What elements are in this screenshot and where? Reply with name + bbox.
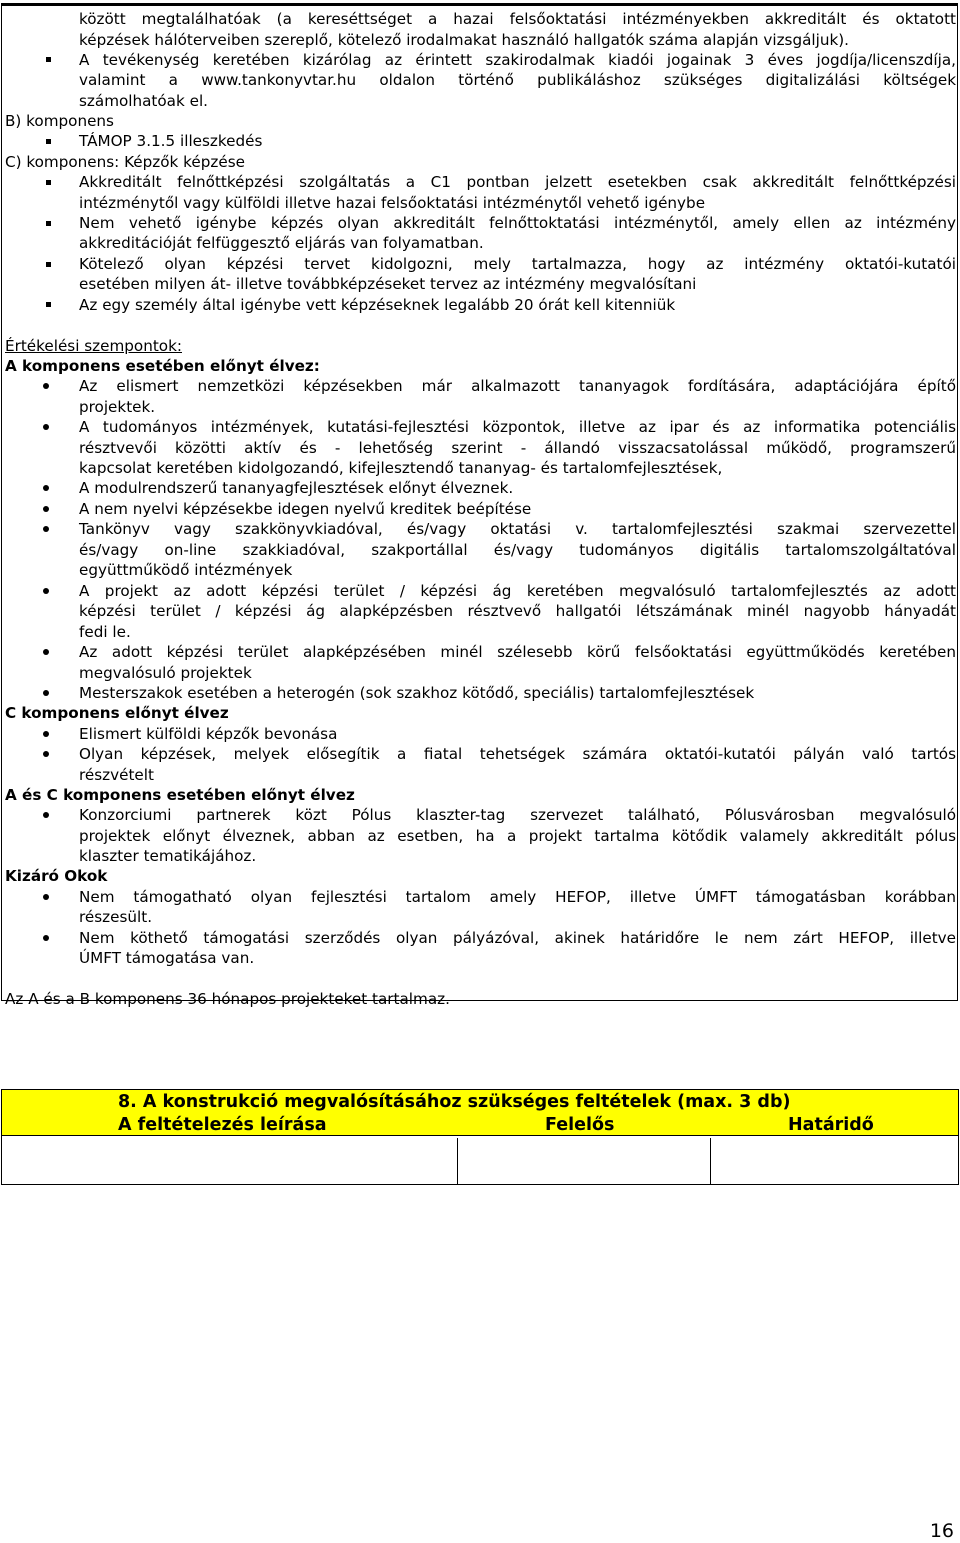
table-title: 8. A konstrukció megvalósításához szükséges feltételek (max. 3 db) (118, 1092, 791, 1112)
round-bullet-icon (43, 812, 49, 818)
page-number: 16 (929, 1520, 954, 1542)
text-line: B) komponens (5, 112, 114, 130)
square-bullet-icon (46, 180, 51, 185)
text-line: Az A és a B komponens 36 hónapos projekteket tartalmaz. (5, 990, 450, 1008)
text-line: projektek előnyt élveznek, abban az esetben, ha a projekt tartalma kötődik valamely akkreditált pólus (79, 827, 956, 845)
text-line: Az egy személy által igénybe vett képzéseknek legalább 20 órát kell kitenniük (79, 296, 676, 314)
text-line: képzések hálóterveiben szereplő, kötelező irodalmakat használó hallgatók száma alapján vizsgáljuk). (79, 31, 850, 49)
square-bullet-icon (46, 262, 51, 267)
text-line: megvalósuló projektek (79, 664, 252, 682)
text-line: kapcsolat keretében kidolgozandó, kifejlesztendő tananyag- és tartalomfejlesztések, (79, 459, 723, 477)
section-heading: A komponens esetében előnyt élvez: (5, 357, 320, 375)
round-bullet-icon (43, 383, 49, 389)
text-line: Az elismert nemzetközi képzésekben már alkalmazott tananyagok fordítására, adaptációjára építő (79, 377, 956, 395)
round-bullet-icon (43, 526, 49, 532)
text-line: projektek. (79, 398, 156, 416)
text-line: intézménytől vagy külföldi illetve hazai felsőoktatási intézménytől vehető igénybe (79, 194, 706, 212)
round-bullet-icon (43, 935, 49, 941)
text-line: fedi le. (79, 623, 131, 641)
table-col-deadline: Határidő (788, 1115, 874, 1135)
table-col-description: A feltételezés leírása (118, 1115, 327, 1135)
text-line: Kötelező olyan képzési tervet kidolgozni, mely tartalmazza, hogy az intézmény oktatói-kutatói (79, 255, 956, 273)
round-bullet-icon (43, 424, 49, 430)
section-heading: Kizáró Okok (5, 867, 108, 885)
text-line: képzési terület / képzési ág alapképzésben résztvevő hallgatói létszámának minél nagyobb hányadát (79, 602, 956, 620)
text-line: Akkreditált felnőttképzési szolgáltatás a C1 pontban jelzett esetekben csak akkreditált felnőttképzési (79, 173, 956, 191)
text-line: A projekt az adott képzési terület / képzési ág keretében megvalósuló tartalomfejlesztés az adott (79, 582, 956, 600)
text-line: Nem vehető igénybe képzés olyan akkreditált felnőttoktatási intézménytől, amely ellen az intézmény (79, 214, 956, 232)
text-line: A tudományos intézmények, kutatási-fejlesztési központok, illetve az ipar és az informatika potenciális (79, 418, 956, 436)
table-col-responsible: Felelős (545, 1115, 615, 1135)
text-line: Olyan képzések, melyek elősegítik a fiatal tehetségek számára oktatói-kutatói pályán való tartós (79, 745, 956, 763)
square-bullet-icon (46, 139, 51, 144)
text-line: Nem támogatható olyan fejlesztési tartalom amely HEFOP, illetve ÚMFT támogatásban korábban (79, 888, 956, 906)
text-line: A modulrendszerű tananyagfejlesztések előnyt élveznek. (79, 479, 514, 497)
section-heading: A és C komponens esetében előnyt élvez (5, 786, 355, 804)
text-line: valamint a www.tankonyvtar.hu oldalon történő publikáláshoz szükséges digitalizálási költségek (79, 71, 956, 89)
text-line: esetében milyen át- illetve továbbképzéseket tervez az intézmény megvalósítani (79, 275, 697, 293)
text-line: között megtalálhatóak (a kereséttséget a hazai felsőoktatási intézményekben akkreditált és oktatott (79, 10, 956, 28)
text-line: Tankönyv vagy szakkönyvkiadóval, és/vagy oktatási v. tartalomfejlesztési szakmai szervezettel (79, 520, 956, 538)
text-line: együttműködő intézmények (79, 561, 293, 579)
square-bullet-icon (46, 221, 51, 226)
text-line: Elismert külföldi képzők bevonása (79, 725, 338, 743)
text-line: C) komponens: Képzők képzése (5, 153, 245, 171)
text-line: A nem nyelvi képzésekbe idegen nyelvű kreditek beépítése (79, 500, 532, 518)
text-line: Nem köthető támogatási szerződés olyan pályázóval, akinek határidőre le nem zárt HEFOP, illetve (79, 929, 956, 947)
text-line: és/vagy on-line szakkiadóval, szakportállal és/vagy tudományos digitális tartalomszolgáltatóval (79, 541, 956, 559)
section-heading: Értékelési szempontok: (5, 337, 182, 355)
text-line: résztvevői közötti aktív és - lehetőség szerint - állandó visszacsatolással működő, programszerű (79, 439, 956, 457)
square-bullet-icon (46, 57, 51, 62)
round-bullet-icon (43, 506, 49, 512)
round-bullet-icon (43, 751, 49, 757)
text-line: klaszter tematikájához. (79, 847, 257, 865)
round-bullet-icon (43, 485, 49, 491)
round-bullet-icon (43, 649, 49, 655)
text-line: ÚMFT támogatása van. (79, 949, 255, 967)
text-line: részvételt (79, 766, 154, 784)
round-bullet-icon (43, 894, 49, 900)
round-bullet-icon (43, 690, 49, 696)
round-bullet-icon (43, 731, 49, 737)
section-heading: C komponens előnyt élvez (5, 704, 229, 722)
square-bullet-icon (46, 302, 51, 307)
text-line: TÁMOP 3.1.5 illeszkedés (79, 132, 263, 150)
table-cell-description[interactable] (2, 1138, 458, 1184)
text-line: Az adott képzési terület alapképzésében minél szélesebb körű felsőoktatási együttműködés keretében (79, 643, 956, 661)
text-line: Mesterszakok esetében a heterogén (sok szakhoz kötődő, speciális) tartalomfejlesztések (79, 684, 755, 702)
text-line: A tevékenység keretében kizárólag az érintett szakirodalmak kiadói jogainak 3 éves jogdíja/licenszdíja, (79, 51, 956, 69)
table-cell-responsible[interactable] (458, 1138, 711, 1184)
text-line: Konzorciumi partnerek közt Pólus klaszter-tag szervezet található, Pólusvárosban megvalósuló (79, 806, 956, 824)
text-line: akkreditációját felfüggesztő eljárás van folyamatban. (79, 234, 484, 252)
round-bullet-icon (43, 588, 49, 594)
text-line: részesült. (79, 908, 153, 926)
text-line: számolhatóak el. (79, 92, 208, 110)
